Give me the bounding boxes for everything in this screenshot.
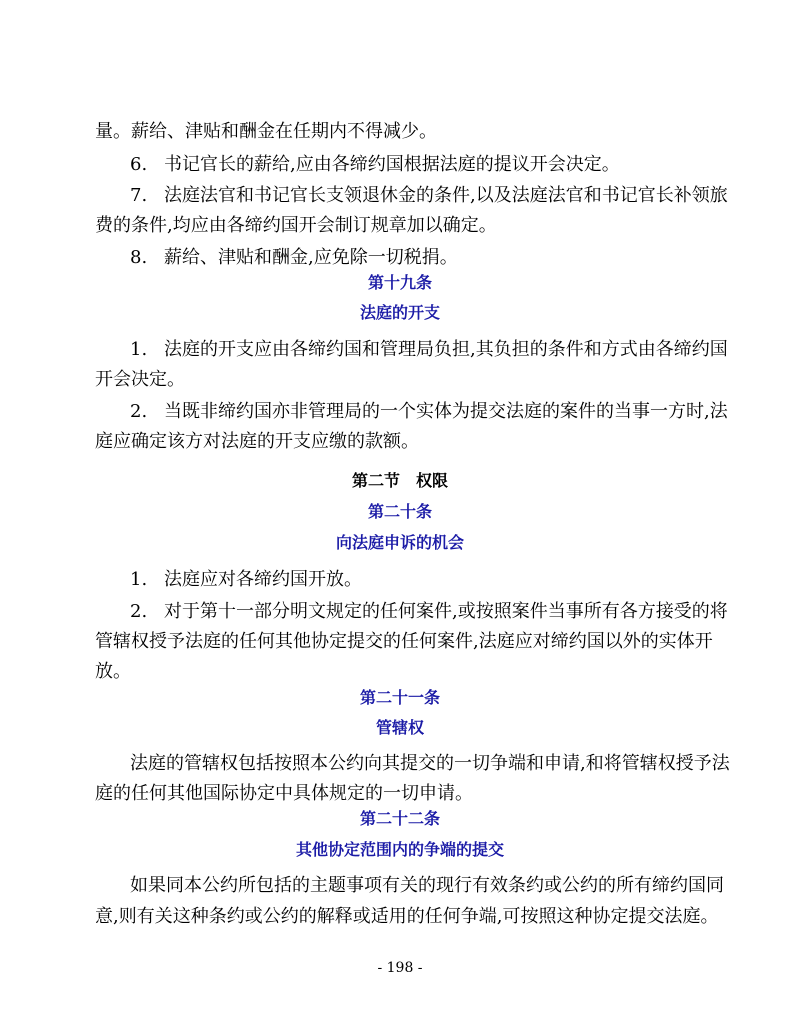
paragraph-text: 法庭的开支应由各缔约国和管理局负担,其负担的条件和方式由各缔约国 (164, 339, 728, 360)
article-20-title: 向法庭申诉的机会 (335, 533, 464, 552)
paragraph-text: 当既非缔约国亦非管理局的一个实体为提交法庭的案件的当事一方时,法 (164, 401, 728, 422)
paragraph-7-line-2: 费的条件,均应由各缔约国开会制订规章加以确定。 (95, 215, 497, 236)
article-20-paragraph-1 (130, 568, 715, 592)
article-21-line-1: 法庭的管辖权包括按照本公约向其提交的一切争端和申请,和将管辖权授予法 (130, 753, 730, 774)
article-22-line-2: 意,则有关这种条约或公约的解释或适用的任何争端,可按照这种协定提交法庭。 (95, 906, 719, 927)
article-19-number: 第十九条 (367, 273, 432, 292)
article-22-number: 第二十二条 (359, 809, 440, 828)
paragraph-number: 6. (130, 154, 148, 175)
section-2-title: 第二节 权限 (351, 471, 448, 490)
article-19-title: 法庭的开支 (359, 303, 440, 322)
article-20-paragraph-2-line-2: 管辖权授予法庭的任何其他协定提交的任何案件,法庭应对缔约国以外的实体开 (95, 631, 713, 652)
paragraph-text: 书记官长的薪给,应由各缔约国根据法庭的提议开会决定。 (164, 154, 620, 175)
article-19-paragraph-2-line-2: 庭应确定该方对法庭的开支应缴的款额。 (95, 431, 419, 452)
article-20-number: 第二十条 (367, 502, 432, 521)
article-20-paragraph-2-line-3: 放。 (95, 661, 131, 682)
article-20-paragraph-2-line-1 (130, 600, 728, 624)
article-19-paragraph-2-line-1 (130, 400, 728, 424)
paragraph-number: 8. (130, 247, 148, 268)
paragraph-text: 法庭应对各缔约国开放。 (164, 569, 362, 590)
article-22-title: 其他协定范围内的争端的提交 (295, 840, 504, 859)
paragraph-8 (130, 246, 715, 270)
article-21-title: 管辖权 (375, 718, 424, 737)
article-21-line-2: 庭的任何其他国际协定中具体规定的一切申请。 (95, 783, 473, 804)
article-19-paragraph-1-line-2: 开会决定。 (95, 369, 185, 390)
paragraph-number: 1. (130, 569, 148, 590)
paragraph-number: 2. (130, 401, 148, 422)
paragraph-number: 7. (130, 185, 148, 206)
paragraph-6 (130, 153, 715, 177)
paragraph-text: 法庭法官和书记官长支领退休金的条件,以及法庭法官和书记官长补领旅 (164, 185, 728, 206)
page-number: - 198 - (377, 960, 423, 976)
paragraph-number: 2. (130, 601, 148, 622)
paragraph-continuation: 量。薪给、津贴和酬金在任期内不得减少。 (95, 121, 437, 142)
article-22-line-1: 如果同本公约所包括的主题事项有关的现行有效条约或公约的所有缔约国同 (130, 875, 724, 896)
paragraph-7-line-1 (130, 184, 728, 208)
paragraph-number: 1. (130, 339, 148, 360)
paragraph-text: 薪给、津贴和酬金,应免除一切税捐。 (164, 247, 458, 268)
article-21-number: 第二十一条 (359, 688, 440, 707)
paragraph-text: 对于第十一部分明文规定的任何案件,或按照案件当事所有各方接受的将 (164, 601, 728, 622)
article-19-paragraph-1-line-1 (130, 338, 728, 362)
